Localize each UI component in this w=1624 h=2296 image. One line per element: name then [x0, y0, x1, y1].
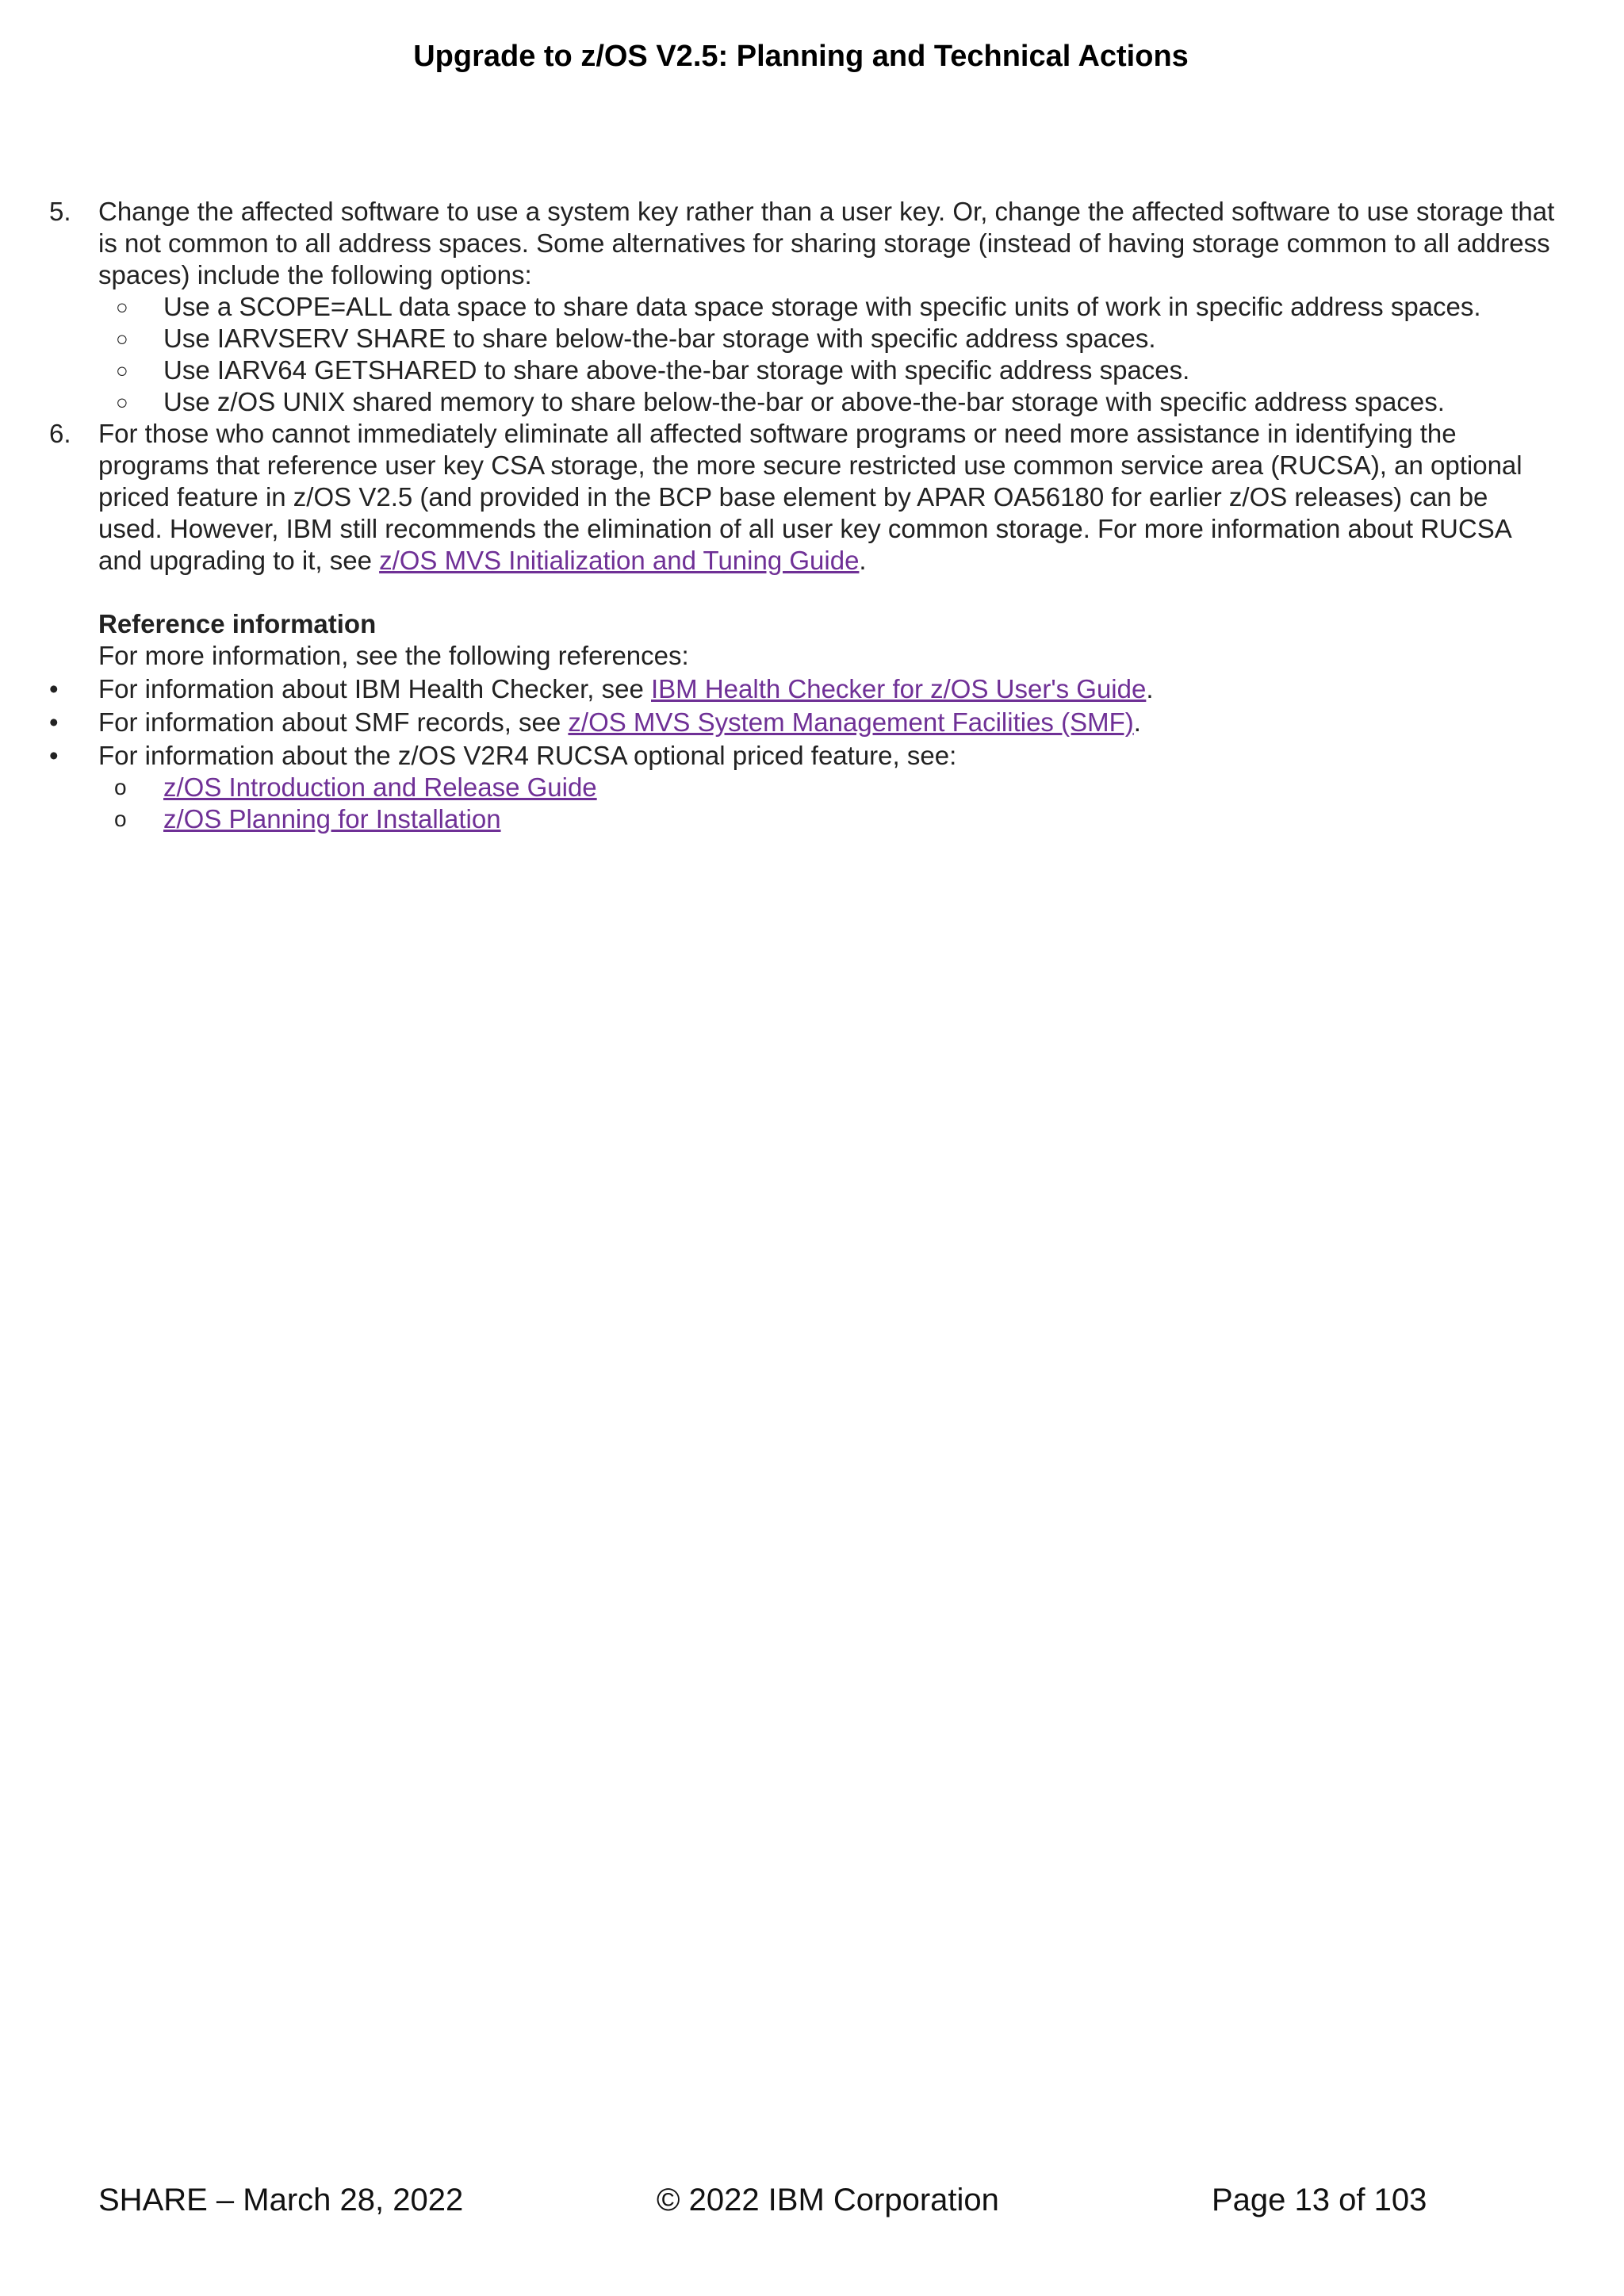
step-number: 5. — [49, 197, 71, 226]
reference-text: For information about the z/OS V2R4 RUCSA optional priced feature, see: — [98, 741, 957, 770]
document-body — [49, 196, 1556, 835]
list-item — [49, 772, 1556, 803]
option-text: Use a SCOPE=ALL data space to share data space storage with specific units of work in specific address spaces. — [163, 292, 1481, 321]
intro-release-guide-link[interactable]: z/OS Introduction and Release Guide — [163, 772, 597, 802]
step-5 — [49, 196, 1556, 418]
sub-bullet-icon: o — [114, 775, 127, 799]
footer-date: SHARE – March 28, 2022 — [98, 2183, 464, 2217]
reference-text: For information about SMF records, see — [98, 707, 569, 737]
page-title: Upgrade to z/OS V2.5: Planning and Technical Actions — [413, 40, 1189, 73]
list-item — [98, 323, 1556, 355]
planning-installation-link[interactable]: z/OS Planning for Installation — [163, 804, 501, 834]
option-list — [98, 291, 1556, 418]
option-text: Use IARVSERV SHARE to share below-the-bar storage with specific address spaces. — [163, 324, 1156, 353]
reference-suffix: . — [1133, 707, 1141, 737]
footer-copyright: © 2022 IBM Corporation — [657, 2183, 999, 2217]
health-checker-guide-link[interactable]: IBM Health Checker for z/OS User's Guide — [651, 674, 1147, 703]
circle-bullet-icon: ○ — [116, 358, 128, 382]
list-item — [98, 355, 1556, 386]
step-text: Change the affected software to use a system key rather than a user key. Or, change the affected software to use storage that is not common to all address spaces. Some alternatives for sharing storage (instead of having storage common to all address spaces) include the following options: — [98, 197, 1555, 289]
reference-item-rucsa — [49, 740, 1556, 772]
footer-page-number: Page 13 of 103 — [1212, 2183, 1427, 2217]
option-text: Use IARV64 GETSHARED to share above-the-bar storage with specific address spaces. — [163, 355, 1190, 385]
bullet-icon: • — [49, 674, 59, 703]
list-item — [98, 386, 1556, 418]
step-text: For those who cannot immediately eliminate all affected software programs or need more assistance in identifying the programs that reference user key CSA storage, the more secure restricted use common service area (RUCSA), an optional priced feature in z/OS V2.5 (and provided in the BCP base element by APAR OA56180 for earlier z/OS releases) can be used. However, IBM still recommends the elimination of all user key common storage. For more information about RUCSA and upgrading to it, see — [98, 419, 1522, 575]
smf-guide-link[interactable]: z/OS MVS System Management Facilities (SMF) — [568, 707, 1134, 737]
reference-item-health-checker — [49, 673, 1556, 705]
reference-suffix: . — [1146, 674, 1154, 703]
reference-section — [49, 608, 1556, 672]
reference-heading: Reference information — [98, 609, 377, 638]
circle-bullet-icon: ○ — [116, 390, 128, 414]
option-text: Use z/OS UNIX shared memory to share below-the-bar or above-the-bar storage with specific address spaces. — [163, 387, 1445, 416]
bullet-icon: • — [49, 741, 59, 770]
circle-bullet-icon: ○ — [116, 327, 128, 351]
step-number: 6. — [49, 419, 71, 448]
reference-intro: For more information, see the following references: — [98, 641, 689, 670]
bullet-icon: • — [49, 707, 59, 737]
step-6 — [49, 418, 1556, 577]
mvs-init-tuning-guide-link[interactable]: z/OS MVS Initialization and Tuning Guide — [379, 546, 860, 575]
list-item — [98, 291, 1556, 323]
reference-item-smf — [49, 707, 1556, 738]
reference-text: For information about IBM Health Checker, see — [98, 674, 651, 703]
sub-bullet-icon: o — [114, 807, 127, 831]
step-suffix: . — [859, 546, 867, 575]
list-item — [49, 803, 1556, 835]
circle-bullet-icon: ○ — [116, 295, 128, 319]
